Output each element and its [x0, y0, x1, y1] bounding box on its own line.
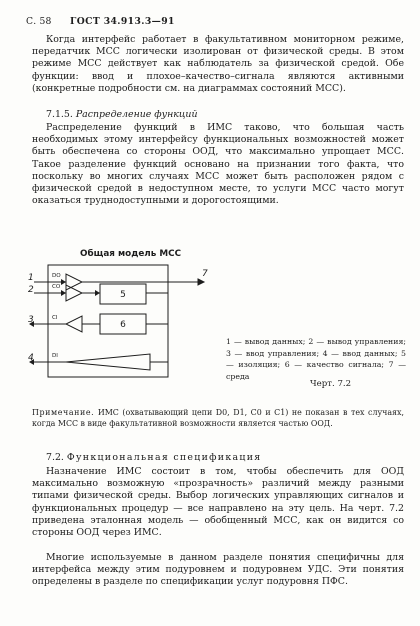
mau-model-diagram: [28, 262, 218, 380]
section-title: Функциональная спецификация: [66, 452, 262, 463]
section-number: 7.1.5.: [46, 109, 73, 120]
line-label-2: 2: [28, 285, 34, 295]
block-6-label: 6: [120, 320, 126, 330]
page-header: [26, 16, 400, 27]
paragraph-monitor-mode: Когда интерфейс работает в факультативном мониторном режиме, передатчик МСС логически изолирован от физической среды. В этом режиме МСС действует как наблюдатель за физической средой. Обе функции: ввод и плохое–качество–сигнала являются активными (конкретные подробности см. на диаграммах состояний МСС).: [32, 34, 404, 94]
diagram-title: Общая модель МСС: [80, 249, 182, 259]
section-heading-7-2: [46, 452, 261, 463]
line-label-1: 1: [28, 273, 34, 283]
paragraph-concepts: Многие используемые в данном разделе понятия специфичны для интерфейса между этим подуровнем и подуровнем УДС. Эти понятия определены в разделе по спецификации услуг подуровня ПФС.: [32, 552, 404, 588]
line-label-4: 4: [28, 353, 34, 363]
page-number: С. 58: [26, 16, 52, 27]
signal-ci: CI: [52, 315, 58, 321]
output-label-7: 7: [202, 269, 208, 279]
block-5-label: 5: [120, 290, 126, 300]
section-heading-7-1-5: [46, 109, 197, 120]
data-out-triangle: [66, 274, 82, 290]
control-in-triangle: [66, 316, 82, 332]
figure-note: [32, 408, 404, 430]
standard-designation: ГОСТ 34.913.3—91: [70, 16, 175, 27]
paragraph-function-distribution: Распределение функций в ИМС таково, что большая часть необходимых этому интерфейсу функциональных возможностей может быть обеспечена со стороны ООД, что максимально упрощает МСС. Такое разделение функций основано на признании того факта, что поскольку во многих случаях МСС может быть расположен рядом с физической средой в недоступном месте, то услуги МСС часто могут оказаться труднодоступными и дорогостоящими.: [32, 122, 404, 207]
signal-do: DO: [52, 273, 61, 279]
control-out-triangle: [66, 285, 82, 301]
line-label-3: 3: [28, 315, 34, 325]
paragraph-ami-purpose: Назначение ИМС состоит в том, чтобы обеспечить для ООД максимально возможную «прозрачность» различий между разными типами физической среды. Выбор логических управляющих сигналов и функциональных процедур — все направлено на эту цель. На черт. 7.2 приведена эталонная модель — обобщенный МСС, как он видится со стороны ООД через ИМС.: [32, 466, 404, 539]
figure-legend: 1 — вывод данных; 2 — вывод управления; 3 — ввод управления; 4 — ввод данных; 5 — изоляция; 6 — качество сигнала; 7 — среда: [226, 337, 406, 381]
signal-di: DI: [52, 353, 58, 359]
medium-arrow: [198, 279, 204, 285]
note-text: ИМС (охватывающий цепи D0, D1, C0 и C1) не показан в тех случаях, когда МСС в виде факультативной возможности является частью ООД.: [32, 408, 404, 428]
data-in-triangle: [66, 354, 150, 370]
section-title: Распределение функций: [75, 109, 198, 120]
section-number: 7.2.: [46, 452, 64, 463]
signal-co: CO: [52, 284, 61, 290]
note-label: Примечание.: [32, 408, 95, 417]
figure-caption: Черт. 7.2: [310, 379, 352, 389]
